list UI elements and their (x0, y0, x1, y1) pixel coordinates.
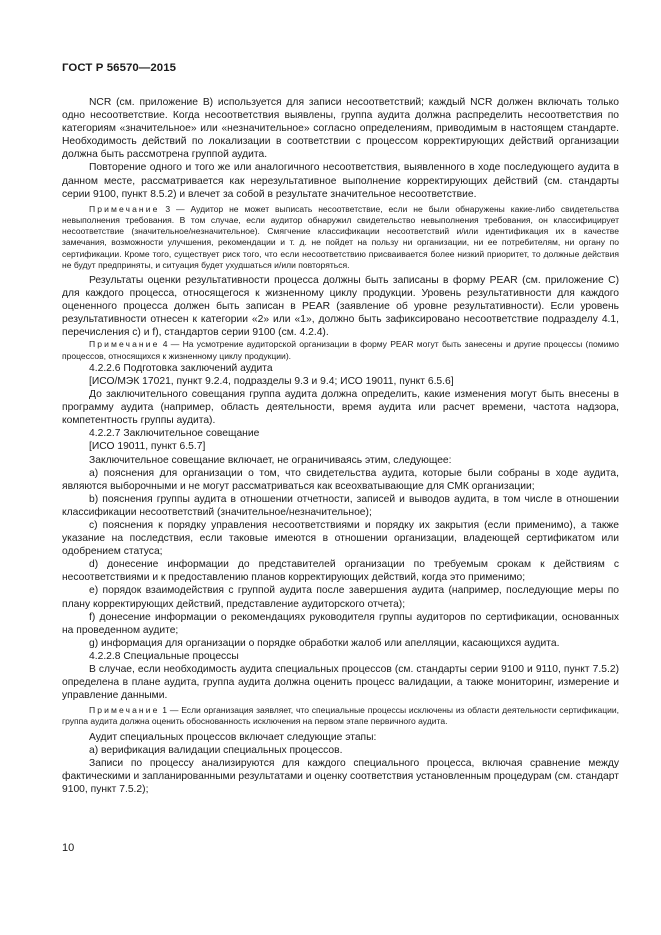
list-item: d) донесение информации до представителей организации по требуемым срокам к действиям c несоответствиями и к предоставлению планов корректирующих действий, когда это применимо; (62, 559, 619, 584)
note-label: Примечание (89, 705, 160, 716)
section-heading: 4.2.2.7 Заключительное совещание (89, 428, 260, 440)
section-heading: 4.2.2.6 Подготовка заключений аудита (89, 362, 273, 374)
paragraph: До заключительного совещания группа аудита должна определить, какие изменения могут быть внесены в программу аудита (например, область деятельности, время аудита или расчет времени, частота надзора, компетентность группы аудита). (62, 389, 619, 427)
section-heading: 4.2.2.8 Специальные процессы (89, 650, 239, 662)
list-item: a) верификация валидации специальных процессов. (89, 744, 343, 756)
note-label: Примечание (89, 339, 160, 350)
paragraph: Заключительное совещание включает, не ограничиваясь этим, следующее: (89, 454, 452, 466)
page-number: 10 (62, 842, 75, 854)
note-label: Примечание (89, 203, 160, 214)
note: Примечание 1 — Если организация заявляет, что специальные процессы исключены из области деятельности сертификации, группа аудита должна оценить обоснованность исключения на первом этапе первичного аудита. (62, 705, 620, 727)
paragraph: NCR (см. приложение B) используется для записи несоответствий; каждый NCR должен включать только одно несоответствие. Когда несоответствия выявлены, группа аудита должна распределить несоответствия по категориям «значительное» или «незначительное» согласно определениям, приводимым в настоящем стандарте. Необходимость действий по локализации в соответствии с процессом корректирующих действий организации должна быть рассмотрена группой аудита. (62, 97, 619, 161)
list-item: f) донесение информации о рекомендациях руководителя группы аудиторов по сертификации, основанных на проведенном аудите; (62, 611, 619, 636)
list-item: g) информация для организации о порядке обработки жалоб или апелляции, касающихся аудита. (89, 637, 560, 649)
paragraph: Результаты оценки результативности процесса должны быть записаны в форму PEAR (см. приложение C) для каждого процесса, относящегося к жизненному циклу продукции. Уровень результативности для каждого оцененного процесса должен быть записан в PEAR (заявление об уровне результативности). Если уровень результативности отнесен к категории «2» или «1», должно быть зафиксировано несоответствие подразделу 4.1, перечисления c) и f), стандартов серии 9100 (см. 4.2.4). (62, 274, 619, 339)
note: Примечание 3 — Аудитор не может выписать несоответствие, если не были обнаружены какие-либо свидетельства невыполнения требования. В том случае, если аудитор обнаружил свидетельство невыполнения требования, он классифицирует несоответствие (значительное/незначительное). Смягчение классификации несоответствий и/или идентификация их в качестве замечания, возможности улучшения, рекомендации и т. д. не пойдет на пользу ни организации, ни ее потребителям, ни органу по сертификации. Кроме того, существует риск того, что если несоответствию присваивается более низкий приоритет, то должные действия не будут предприняты, и ситуация будет ухудшаться и/или повторяться. (62, 203, 619, 270)
paragraph: Повторение одного и того же или аналогичного несоответствия, выявленного в ходе последующего аудита в данном месте, рассматривается как нерезультативное выполнение корректирующих действий (см. стандарты серии 9100, пункт 8.5.2) и влечет за собой в результате значительное несоответствие. (62, 162, 619, 200)
reference: [ИСО/МЭК 17021, пункт 9.2.4, подразделы 9.3 и 9.4; ИСО 19011, пункт 6.5.6] (89, 375, 454, 387)
list-item: c) пояснения к порядку управления несоответствиями и порядку их закрытия (если применимо), а также указание на последствия, если таковые имеются в отношении организации, владеющей сертификатом или одобрением статуса; (62, 519, 619, 558)
document-body (62, 96, 619, 796)
list-item: a) пояснения для организации о том, что свидетельства аудита, которые были собраны в ходе аудита, являются выборочными и не могут рассматриваться как всеохватывающие для СМК организации; (62, 467, 619, 492)
paragraph: Записи по процессу анализируются для каждого специального процесса, включая сравнение между фактическими и запланированными результатами и оценку соответствия установленным процедурам (см. стандарт 9100, пункт 7.5.2); (62, 757, 619, 796)
paragraph: В случае, если необходимость аудита специальных процессов (см. стандарты серии 9100 и 9110, пункт 7.5.2) определена в плане аудита, группа аудита должна оценить процесс валидации, а также мониторинг, измерение и управление данными. (62, 664, 619, 702)
reference: [ИСО 19011, пункт 6.5.7] (89, 441, 206, 453)
paragraph: Аудит специальных процессов включает следующие этапы: (89, 731, 377, 743)
list-item: b) пояснения группы аудита в отношении отчетности, записей и выводов аудита, в том числе в отношении классификации несоответствий (значительное/незначительное); (62, 493, 619, 518)
standard-header: ГОСТ Р 56570—2015 (62, 62, 177, 74)
list-item: e) порядок взаимодействия с группой аудита после завершения аудита (например, последующие меры по плану корректирующих действий, представление аудиторского отчета); (62, 585, 619, 610)
note: Примечание 4 — На усмотрение аудиторской организации в форму PEAR могут быть занесены и другие процессы (помимо процессов, относящихся к жизненному циклу продукции). (62, 339, 619, 361)
